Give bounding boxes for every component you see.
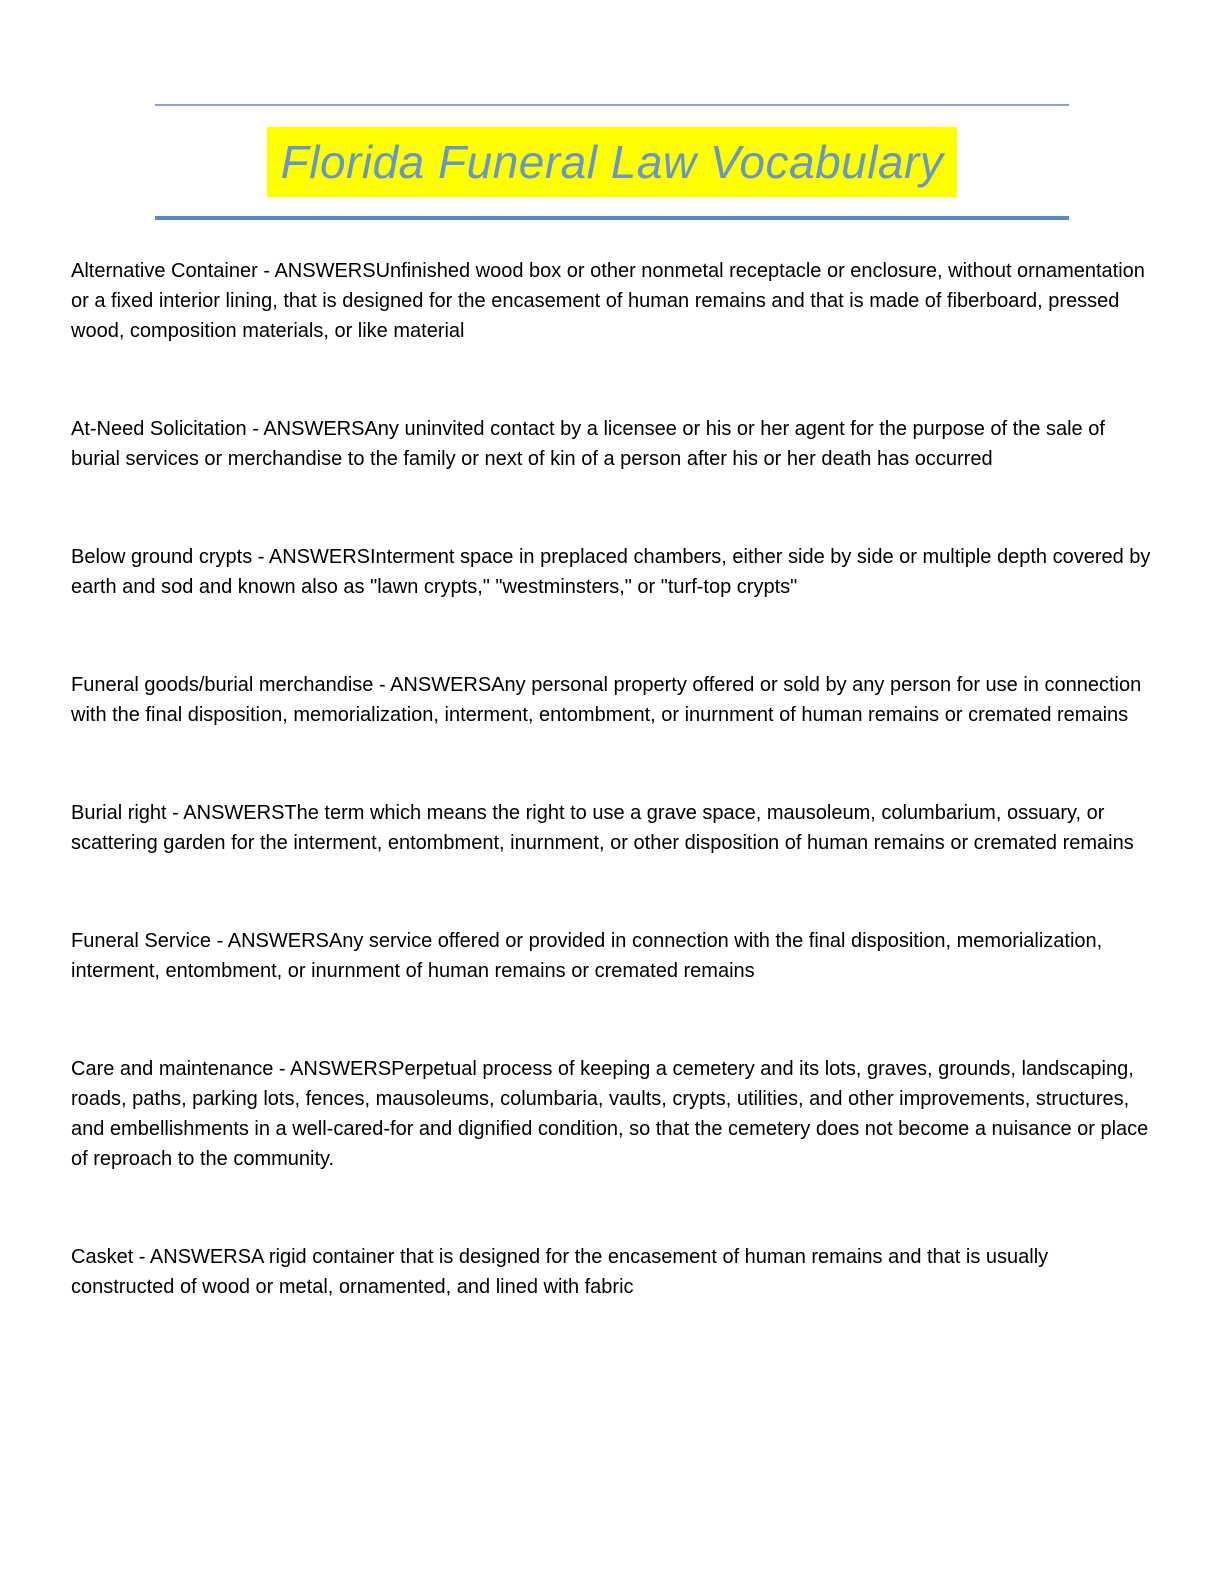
vocab-entry bbox=[71, 1242, 1154, 1302]
entry-separator: - bbox=[133, 1246, 150, 1268]
entry-separator: - bbox=[373, 674, 391, 696]
entry-definition: ANSWERSThe term which means the right to use a grave space, mausoleum, columbarium, ossuary, or scattering garden for the interment, entombment, inurnment, or other disposition of human remains or cremated remains bbox=[71, 802, 1134, 854]
page-title bbox=[155, 106, 1069, 216]
entry-definition: ANSWERSA rigid container that is designed for the encasement of human remains and that is usually constructed of wood or metal, ornamented, and lined with fabric bbox=[71, 1246, 1049, 1298]
entry-term: Funeral goods/burial merchandise bbox=[71, 674, 374, 696]
title-rule-bottom bbox=[155, 216, 1069, 220]
entry-separator: - bbox=[252, 546, 269, 568]
vocab-entry bbox=[71, 414, 1154, 474]
entry-separator: - bbox=[257, 260, 275, 282]
entry-definition: ANSWERSAny service offered or provided in connection with the final disposition, memorialization, interment, entombment, or inurnment of human remains or cremated remains bbox=[71, 930, 1103, 982]
entry-term: Casket bbox=[71, 1246, 134, 1268]
title-block bbox=[155, 0, 1069, 220]
vocab-entry bbox=[71, 670, 1154, 730]
entry-definition: ANSWERSPerpetual process of keeping a cemetery and its lots, graves, grounds, landscaping, roads, paths, parking lots, fences, mausoleums, columbaria, vaults, crypts, utilities, and other improvements, structures, and embellishments in a well-cared-for and dignified condition, so that the cemetery does not become a nuisance or place of reproach to the community. bbox=[71, 1058, 1149, 1170]
vocab-entry bbox=[71, 1054, 1154, 1174]
entry-definition: ANSWERSAny personal property offered or sold by any person for use in connection with the final disposition, memorialization, interment, entombment, or inurnment of human remains or cremated remains bbox=[71, 674, 1142, 726]
entry-term: Care and maintenance bbox=[71, 1058, 274, 1080]
entry-term: Funeral Service bbox=[71, 930, 212, 952]
entry-term: At-Need Solicitation bbox=[71, 418, 247, 440]
vocabulary-list bbox=[71, 256, 1154, 1302]
title-highlight: Florida Funeral Law Vocabulary bbox=[267, 127, 958, 197]
vocab-entry bbox=[71, 542, 1154, 602]
vocab-entry bbox=[71, 256, 1154, 346]
entry-definition: ANSWERSUnfinished wood box or other nonmetal receptacle or enclosure, without ornamentation or a fixed interior lining, that is designed for the encasement of human remains and that is made of fiberboard, pressed wood, composition materials, or like material bbox=[71, 260, 1145, 342]
entry-definition: ANSWERSInterment space in preplaced chambers, either side by side or multiple depth covered by earth and sod and known also as "lawn crypts," "westminsters," or "turf-top crypts" bbox=[71, 546, 1151, 598]
entry-separator: - bbox=[166, 802, 184, 824]
entry-term: Below ground crypts bbox=[71, 546, 253, 568]
entry-separator: - bbox=[211, 930, 228, 952]
vocab-entry bbox=[71, 926, 1154, 986]
vocab-entry bbox=[71, 798, 1154, 858]
entry-separator: - bbox=[246, 418, 264, 440]
entry-separator: - bbox=[273, 1058, 291, 1080]
entry-term: Alternative Container bbox=[71, 260, 258, 282]
entry-definition: ANSWERSAny uninvited contact by a licensee or his or her agent for the purpose of the sale of burial services or merchandise to the family or next of kin of a person after his or her death has occurred bbox=[71, 418, 1105, 470]
entry-term: Burial right bbox=[71, 802, 167, 824]
